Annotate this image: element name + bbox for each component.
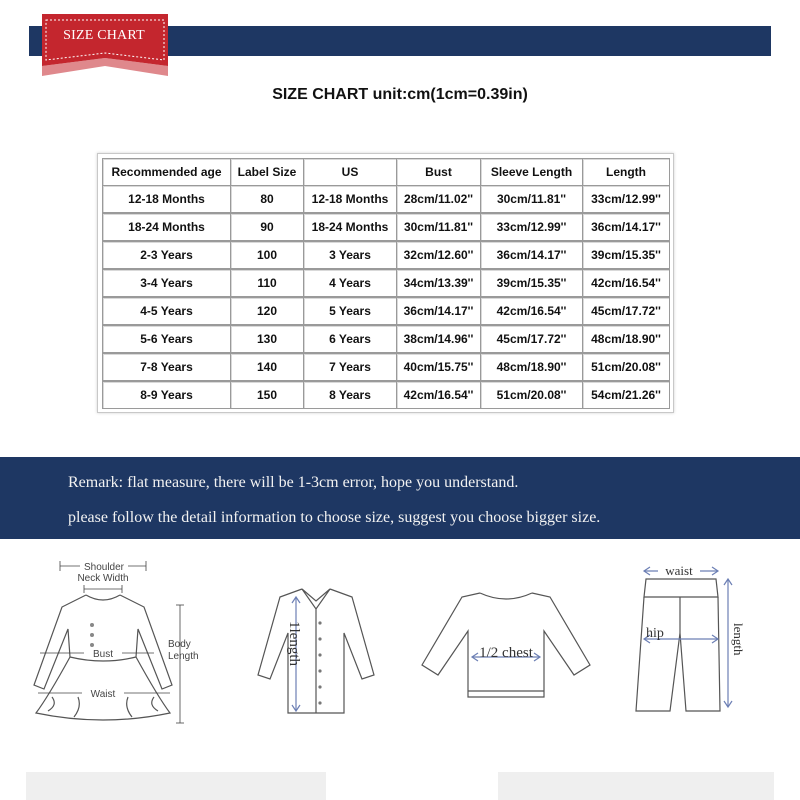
table-row <box>103 381 670 409</box>
cell-label-size: 130 <box>231 325 304 353</box>
waist-label: Waist <box>90 689 116 700</box>
cell-label-size: 100 <box>231 241 304 269</box>
body-length-label-2: Length <box>168 651 199 662</box>
remark-band <box>0 457 800 539</box>
table-row <box>103 325 670 353</box>
pants-diagram <box>632 557 762 727</box>
cell-label-size: 90 <box>231 213 304 241</box>
cell-label-size: 110 <box>231 269 304 297</box>
cell-age: 18-24 Months <box>103 213 231 241</box>
cell-age: 3-4 Years <box>103 269 231 297</box>
pants-hip-label: hip <box>646 626 664 641</box>
cell-bust: 42cm/16.54'' <box>397 381 481 409</box>
cell-length: 54cm/21.26'' <box>583 381 670 409</box>
table-row <box>103 353 670 381</box>
cell-sleeve-length: 48cm/18.90'' <box>481 353 583 381</box>
cell-length: 51cm/20.08'' <box>583 353 670 381</box>
cell-bust: 34cm/13.39'' <box>397 269 481 297</box>
column-header-age: Recommended age <box>103 159 231 186</box>
sweater-diagram <box>418 589 598 709</box>
cell-age: 8-9 Years <box>103 381 231 409</box>
cell-us: 6 Years <box>304 325 397 353</box>
cell-us: 8 Years <box>304 381 397 409</box>
cell-bust: 36cm/14.17'' <box>397 297 481 325</box>
cell-length: 42cm/16.54'' <box>583 269 670 297</box>
cell-sleeve-length: 30cm/11.81'' <box>481 186 583 214</box>
cell-us: 7 Years <box>304 353 397 381</box>
cell-label-size: 150 <box>231 381 304 409</box>
cell-sleeve-length: 42cm/16.54'' <box>481 297 583 325</box>
size-table <box>102 158 670 409</box>
sweater-measure-icon <box>418 589 598 709</box>
cell-age: 2-3 Years <box>103 241 231 269</box>
pants-length-label: length <box>731 623 746 656</box>
table-row <box>103 297 670 325</box>
cell-length: 36cm/14.17'' <box>583 213 670 241</box>
column-header-length: Length <box>583 159 670 186</box>
pants-waist-label: waist <box>665 563 693 578</box>
cell-age: 4-5 Years <box>103 297 231 325</box>
half-chest-label: 1/2 chest <box>479 645 533 661</box>
size-table-frame <box>97 153 674 413</box>
table-row <box>103 269 670 297</box>
ribbon-badge-icon <box>40 14 170 76</box>
dress-measure-icon <box>28 547 218 727</box>
table-row <box>103 186 670 214</box>
cell-age: 5-6 Years <box>103 325 231 353</box>
remark-text-line-1: Remark: flat measure, there will be 1-3cm error, hope you understand. <box>68 474 519 491</box>
cell-us: 5 Years <box>304 297 397 325</box>
cell-age: 12-18 Months <box>103 186 231 214</box>
cell-us: 18-24 Months <box>304 213 397 241</box>
table-header-row <box>103 159 670 186</box>
cell-label-size: 80 <box>231 186 304 214</box>
badge-label: SIZE CHART <box>63 28 145 43</box>
cell-bust: 30cm/11.81'' <box>397 213 481 241</box>
cell-bust: 38cm/14.96'' <box>397 325 481 353</box>
cell-length: 48cm/18.90'' <box>583 325 670 353</box>
neck-width-label: Neck Width <box>77 573 129 584</box>
cell-sleeve-length: 51cm/20.08'' <box>481 381 583 409</box>
chart-title: SIZE CHART unit:cm(1cm=0.39in) <box>272 86 528 103</box>
table-row <box>103 241 670 269</box>
cell-bust: 32cm/12.60'' <box>397 241 481 269</box>
cell-us: 3 Years <box>304 241 397 269</box>
remark-text-line-2: please follow the detail information to choose size, suggest you choose bigger size. <box>68 509 601 526</box>
body-length-label-1: Body <box>168 639 191 650</box>
cell-age: 7-8 Years <box>103 353 231 381</box>
cell-bust: 28cm/11.02'' <box>397 186 481 214</box>
cell-length: 39cm/15.35'' <box>583 241 670 269</box>
table-body <box>103 186 670 409</box>
shirt-length-label: 1length <box>286 621 302 666</box>
cell-sleeve-length: 36cm/14.17'' <box>481 241 583 269</box>
measurement-diagrams <box>0 539 800 769</box>
cell-bust: 40cm/15.75'' <box>397 353 481 381</box>
footer-strip-left <box>26 772 326 800</box>
cell-sleeve-length: 33cm/12.99'' <box>481 213 583 241</box>
table-row <box>103 213 670 241</box>
cell-length: 45cm/17.72'' <box>583 297 670 325</box>
shoulder-label: Shoulder <box>83 562 125 573</box>
size-chart-badge <box>40 14 170 76</box>
cell-us: 12-18 Months <box>304 186 397 214</box>
cell-sleeve-length: 39cm/15.35'' <box>481 269 583 297</box>
shirt-diagram <box>244 583 404 733</box>
shirt-measure-icon <box>244 583 404 733</box>
column-header-us: US <box>304 159 397 186</box>
column-header-sleeve-length: Sleeve Length <box>481 159 583 186</box>
column-header-bust: Bust <box>397 159 481 186</box>
cell-label-size: 140 <box>231 353 304 381</box>
cell-us: 4 Years <box>304 269 397 297</box>
column-header-label-size: Label Size <box>231 159 304 186</box>
cell-sleeve-length: 45cm/17.72'' <box>481 325 583 353</box>
dress-diagram <box>28 547 218 727</box>
pants-measure-icon <box>632 557 762 727</box>
cell-label-size: 120 <box>231 297 304 325</box>
footer-strip-right <box>498 772 774 800</box>
cell-length: 33cm/12.99'' <box>583 186 670 214</box>
bust-label: Bust <box>92 649 114 660</box>
